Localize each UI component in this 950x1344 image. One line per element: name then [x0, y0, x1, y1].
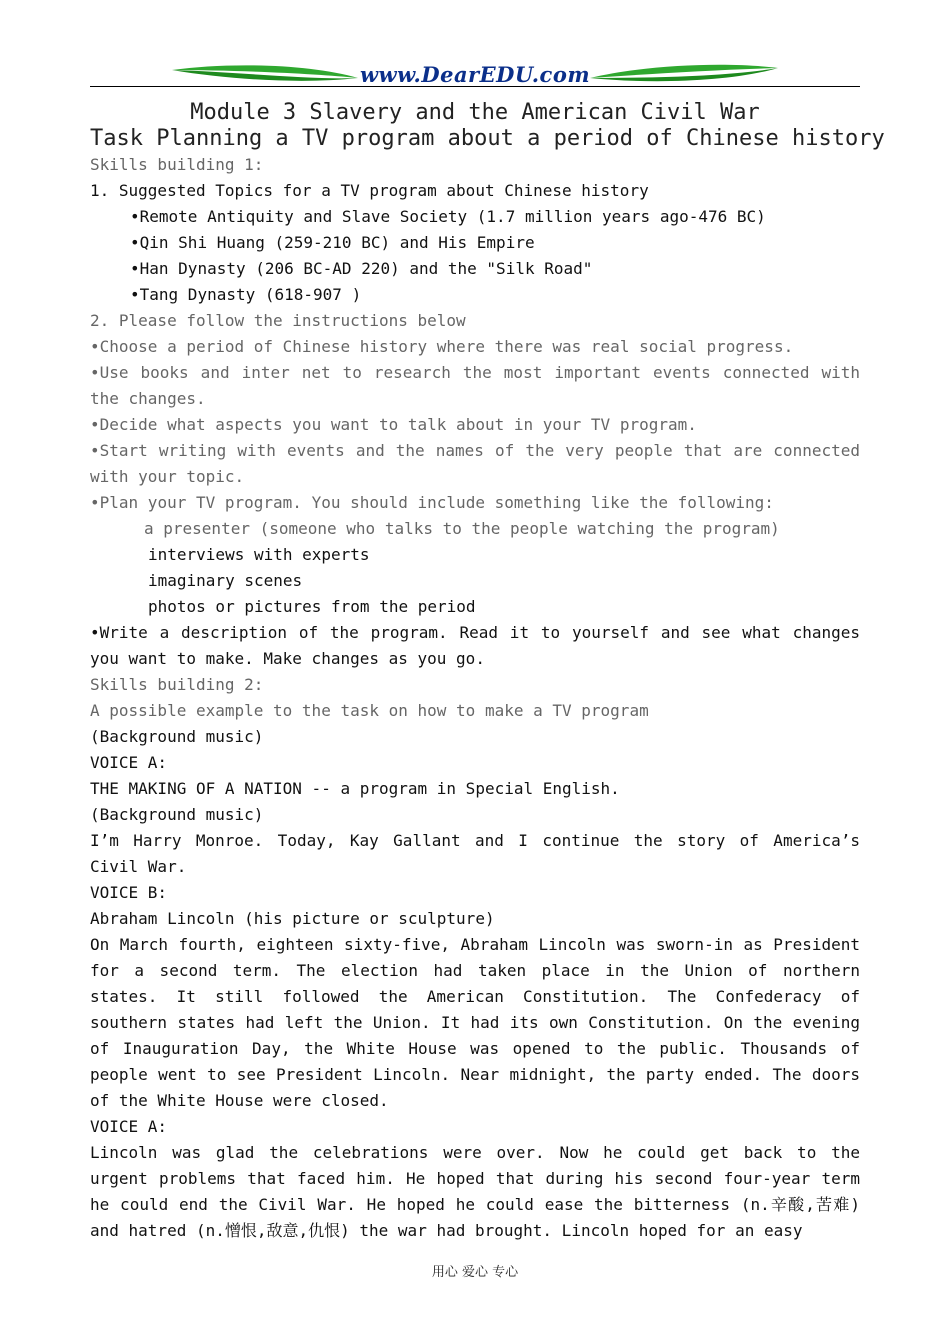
title-line-2: Task Planning a TV program about a period of Chinese history — [90, 126, 885, 151]
speaker-label: VOICE A: — [90, 1117, 168, 1136]
topics-heading: 1. Suggested Topics for a TV program about Chinese history — [90, 181, 649, 200]
instruction-item: •Decide what aspects you want to talk about in your TV program. — [90, 415, 697, 434]
instruction-item: •Start writing with events and the names of the very people that are connected with your topic. — [90, 441, 860, 486]
plan-item: imaginary scenes — [148, 571, 303, 590]
instruction-item: •Write a description of the program. Read it to yourself and see what changes you want to make. Make changes as you go. — [90, 623, 860, 668]
topic-item: •Tang Dynasty (618-907 ) — [130, 285, 362, 304]
topic-item: •Han Dynasty (206 BC-AD 220) and the "Silk Road" — [130, 259, 593, 278]
topic-item: •Qin Shi Huang (259-210 BC) and His Empire — [130, 233, 535, 252]
script-line: THE MAKING OF A NATION -- a program in Special English. — [90, 779, 620, 798]
plan-item: interviews with experts — [148, 545, 370, 564]
instruction-item: •Choose a period of Chinese history where there was real social progress. — [90, 337, 794, 356]
section-heading: Skills building 1: — [90, 155, 264, 174]
stage-direction: (Background music) — [90, 805, 264, 824]
stage-direction: (Background music) — [90, 727, 264, 746]
plan-item: a presenter (someone who talks to the people watching the program) — [144, 519, 780, 538]
speaker-label: VOICE A: — [90, 753, 168, 772]
page-footer: 用心 爱心 专心 — [431, 1265, 519, 1280]
speaker-label: VOICE B: — [90, 883, 168, 902]
document-body — [90, 100, 885, 1244]
title-line-1: Module 3 Slavery and the American Civil War — [190, 100, 760, 125]
stage-direction: Abraham Lincoln (his picture or sculpture) — [90, 909, 495, 928]
script-paragraph: I’m Harry Monroe. Today, Kay Gallant and I continue the story of America’s Civil War. — [90, 831, 860, 876]
plan-item: photos or pictures from the period — [148, 597, 476, 616]
instruction-item: •Use books and inter net to research the most important events connected with the changes. — [90, 363, 860, 408]
instructions-heading: 2. Please follow the instructions below — [90, 311, 466, 330]
topic-item: •Remote Antiquity and Slave Society (1.7 million years ago-476 BC) — [130, 207, 766, 226]
example-intro: A possible example to the task on how to make a TV program — [90, 701, 649, 720]
section-heading: Skills building 2: — [90, 675, 264, 694]
site-url[interactable]: www.DearEDU.com — [359, 62, 591, 87]
script-paragraph: On March fourth, eighteen sixty-five, Abraham Lincoln was sworn-in as President for a second term. The election had taken place in the Union of northern states. It still followed the American Constitution. The Confederacy of southern states had left the Union. It had its own Constitution. On the evening of Inauguration Day, the White House was opened to the public. Thousands of people went to see President Lincoln. Near midnight, the party ended. The doors of the White House were closed. — [90, 935, 860, 1110]
instruction-item: •Plan your TV program. You should include something like the following: — [90, 493, 774, 512]
script-paragraph: Lincoln was glad the celebrations were over. Now he could get back to the urgent problems that faced him. He hoped that during his second four-year term he could end the Civil War. He hoped he could ease the bitterness (n.辛酸,苦难) and hatred (n.憎恨,敌意,仇恨) the war had brought. Lincoln hoped for an easy — [90, 1143, 860, 1240]
header-divider — [90, 86, 860, 87]
